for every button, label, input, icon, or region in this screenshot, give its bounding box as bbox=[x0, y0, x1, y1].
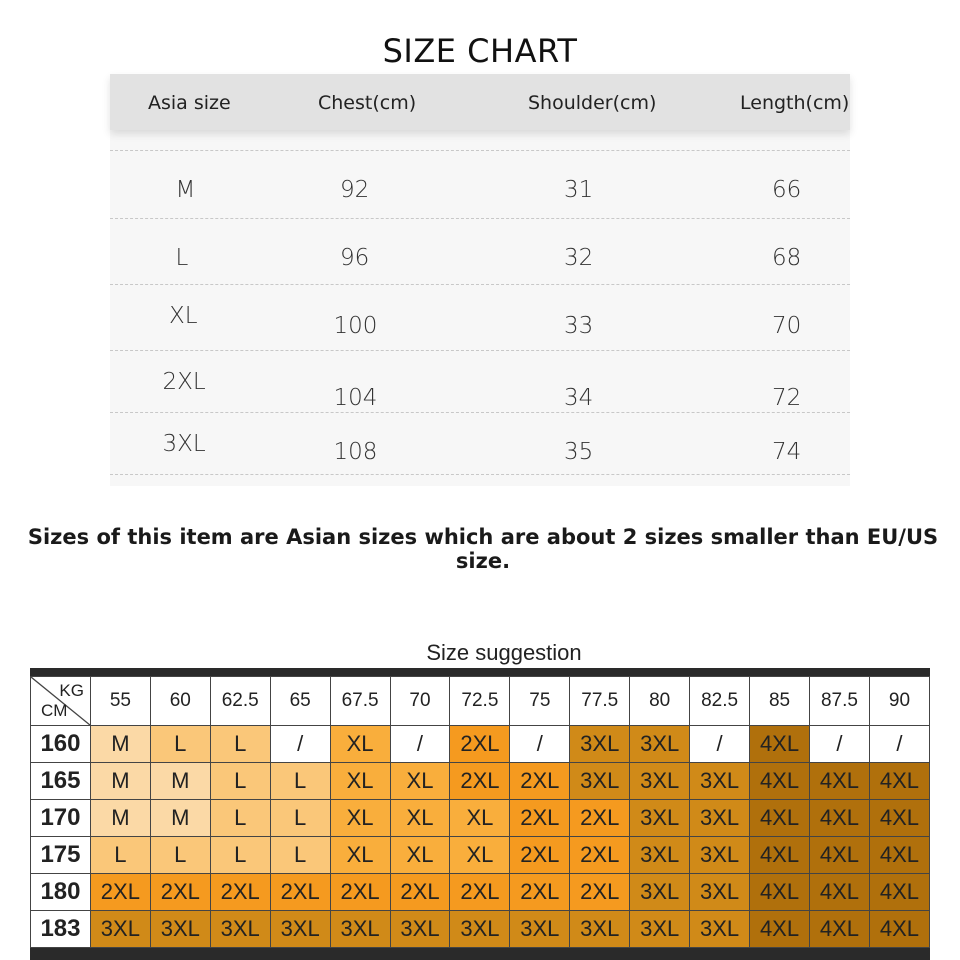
size-row bbox=[110, 218, 850, 285]
size-cell: 3XL bbox=[90, 911, 150, 948]
size-cell: 3XL bbox=[150, 911, 210, 948]
height-label: 183 bbox=[31, 911, 91, 948]
chest-value: 92 bbox=[340, 177, 370, 203]
size-cell: 3XL bbox=[390, 911, 450, 948]
size-cell: 4XL bbox=[869, 911, 929, 948]
size-cell: 2XL bbox=[570, 800, 630, 837]
grid-row bbox=[31, 837, 930, 874]
weight-header: 75 bbox=[510, 677, 570, 726]
size-cell: 4XL bbox=[809, 911, 869, 948]
size-row bbox=[110, 350, 850, 417]
size-cell: 2XL bbox=[210, 874, 270, 911]
size-cell: 3XL bbox=[630, 911, 690, 948]
weight-header: 77.5 bbox=[570, 677, 630, 726]
size-cell: 3XL bbox=[690, 763, 750, 800]
chest-value: 100 bbox=[333, 313, 378, 339]
size-cell: 2XL bbox=[510, 837, 570, 874]
size-cell: 4XL bbox=[750, 763, 810, 800]
size-cell: 4XL bbox=[809, 837, 869, 874]
size-cell: 4XL bbox=[869, 800, 929, 837]
size-cell: 3XL bbox=[450, 911, 510, 948]
weight-header: 90 bbox=[869, 677, 929, 726]
weight-header: 62.5 bbox=[210, 677, 270, 726]
size-cell: XL bbox=[330, 726, 390, 763]
chest-value: 108 bbox=[333, 439, 378, 465]
size-cell: 2XL bbox=[450, 874, 510, 911]
size-cell: 3XL bbox=[690, 874, 750, 911]
chest-value: 96 bbox=[340, 245, 370, 271]
size-cell: 4XL bbox=[750, 726, 810, 763]
size-cell: XL bbox=[390, 763, 450, 800]
size-cell: 4XL bbox=[809, 763, 869, 800]
height-label: 175 bbox=[31, 837, 91, 874]
shoulder-value: 32 bbox=[564, 245, 594, 271]
size-cell: L bbox=[90, 837, 150, 874]
grid-row bbox=[31, 763, 930, 800]
size-label: L bbox=[175, 245, 189, 271]
size-cell: XL bbox=[390, 800, 450, 837]
size-label: 2XL bbox=[162, 369, 206, 395]
size-cell: L bbox=[210, 763, 270, 800]
chest-value: 104 bbox=[333, 385, 378, 411]
weight-header: 55 bbox=[90, 677, 150, 726]
shoulder-value: 35 bbox=[564, 439, 594, 465]
size-cell: 4XL bbox=[809, 874, 869, 911]
size-cell: 2XL bbox=[510, 800, 570, 837]
size-cell: 2XL bbox=[390, 874, 450, 911]
size-cell: / bbox=[390, 726, 450, 763]
size-cell: 3XL bbox=[570, 911, 630, 948]
size-cell: M bbox=[150, 800, 210, 837]
size-label: XL bbox=[169, 303, 198, 329]
length-value: 72 bbox=[772, 385, 802, 411]
size-cell: 3XL bbox=[630, 837, 690, 874]
size-cell: XL bbox=[450, 837, 510, 874]
size-cell: 3XL bbox=[210, 911, 270, 948]
size-cell: 2XL bbox=[510, 763, 570, 800]
grid-row bbox=[31, 800, 930, 837]
size-cell: 2XL bbox=[330, 874, 390, 911]
size-cell: L bbox=[210, 837, 270, 874]
size-cell: 3XL bbox=[270, 911, 330, 948]
size-cell: L bbox=[270, 837, 330, 874]
length-value: 66 bbox=[772, 177, 802, 203]
size-cell: XL bbox=[450, 800, 510, 837]
size-row bbox=[110, 284, 850, 351]
size-cell: 3XL bbox=[690, 800, 750, 837]
shoulder-value: 31 bbox=[564, 177, 594, 203]
size-cell: 3XL bbox=[630, 800, 690, 837]
weight-header: 80 bbox=[630, 677, 690, 726]
size-cell: L bbox=[150, 837, 210, 874]
shoulder-value: 34 bbox=[564, 385, 594, 411]
weight-header: 85 bbox=[750, 677, 810, 726]
weight-header: 87.5 bbox=[809, 677, 869, 726]
size-cell: L bbox=[210, 800, 270, 837]
size-suggestion-grid bbox=[30, 668, 930, 960]
size-cell: 4XL bbox=[750, 800, 810, 837]
size-cell: 4XL bbox=[750, 837, 810, 874]
size-cell: / bbox=[510, 726, 570, 763]
grid-row bbox=[31, 911, 930, 948]
size-row bbox=[110, 150, 850, 217]
header-shoulder: Shoulder(cm) bbox=[528, 92, 657, 114]
size-cell: 3XL bbox=[570, 763, 630, 800]
length-value: 74 bbox=[772, 439, 802, 465]
size-cell: 3XL bbox=[630, 874, 690, 911]
size-cell: 2XL bbox=[150, 874, 210, 911]
size-cell: 3XL bbox=[510, 911, 570, 948]
size-cell: XL bbox=[330, 763, 390, 800]
size-cell: 2XL bbox=[570, 837, 630, 874]
size-cell: L bbox=[150, 726, 210, 763]
shoulder-value: 33 bbox=[564, 313, 594, 339]
size-suggestion-title: Size suggestion bbox=[426, 640, 582, 665]
size-cell: L bbox=[270, 763, 330, 800]
size-cell: 4XL bbox=[869, 874, 929, 911]
size-cell: 3XL bbox=[690, 911, 750, 948]
header-length: Length(cm) bbox=[740, 92, 850, 114]
size-cell: M bbox=[90, 763, 150, 800]
size-cell: 3XL bbox=[630, 726, 690, 763]
grid-corner bbox=[31, 677, 91, 726]
size-cell: L bbox=[270, 800, 330, 837]
size-cell: 2XL bbox=[270, 874, 330, 911]
size-cell: M bbox=[90, 800, 150, 837]
size-chart-table bbox=[110, 74, 850, 486]
grid-row bbox=[31, 874, 930, 911]
size-cell: 2XL bbox=[510, 874, 570, 911]
height-label: 165 bbox=[31, 763, 91, 800]
length-value: 68 bbox=[772, 245, 802, 271]
size-label: 3XL bbox=[162, 431, 206, 457]
size-cell: XL bbox=[330, 837, 390, 874]
header-asia-size: Asia size bbox=[148, 92, 231, 114]
grid-row bbox=[31, 726, 930, 763]
size-cell: 2XL bbox=[450, 726, 510, 763]
size-cell: / bbox=[270, 726, 330, 763]
size-cell: 4XL bbox=[869, 837, 929, 874]
weight-header: 60 bbox=[150, 677, 210, 726]
size-label: M bbox=[175, 177, 196, 203]
size-cell: L bbox=[210, 726, 270, 763]
height-label: 180 bbox=[31, 874, 91, 911]
size-cell: 4XL bbox=[869, 763, 929, 800]
size-cell: M bbox=[150, 763, 210, 800]
size-cell: XL bbox=[390, 837, 450, 874]
size-cell: 3XL bbox=[330, 911, 390, 948]
length-value: 70 bbox=[772, 313, 802, 339]
size-table-end-divider bbox=[110, 474, 850, 475]
size-cell: / bbox=[809, 726, 869, 763]
size-cell: 4XL bbox=[809, 800, 869, 837]
size-cell: 3XL bbox=[690, 837, 750, 874]
weight-header: 82.5 bbox=[690, 677, 750, 726]
size-cell: M bbox=[90, 726, 150, 763]
size-cell: 4XL bbox=[750, 874, 810, 911]
height-label: 160 bbox=[31, 726, 91, 763]
weight-header: 72.5 bbox=[450, 677, 510, 726]
weight-header: 70 bbox=[390, 677, 450, 726]
size-cell: 4XL bbox=[750, 911, 810, 948]
size-cell: XL bbox=[330, 800, 390, 837]
size-cell: 3XL bbox=[630, 763, 690, 800]
weight-header: 67.5 bbox=[330, 677, 390, 726]
corner-cm-label: CM bbox=[41, 701, 68, 720]
size-cell: / bbox=[869, 726, 929, 763]
size-cell: 2XL bbox=[450, 763, 510, 800]
size-chart-title: SIZE CHART bbox=[382, 32, 578, 70]
corner-kg-label: KG bbox=[59, 681, 84, 700]
size-cell: / bbox=[690, 726, 750, 763]
size-cell: 2XL bbox=[90, 874, 150, 911]
header-chest: Chest(cm) bbox=[318, 92, 417, 114]
height-label: 170 bbox=[31, 800, 91, 837]
size-chart-header bbox=[110, 74, 850, 130]
size-cell: 2XL bbox=[570, 874, 630, 911]
size-row bbox=[110, 412, 850, 479]
size-note: Sizes of this item are Asian sizes which are about 2 sizes smaller than EU/US size. bbox=[27, 525, 939, 573]
weight-header: 65 bbox=[270, 677, 330, 726]
size-cell: 3XL bbox=[570, 726, 630, 763]
